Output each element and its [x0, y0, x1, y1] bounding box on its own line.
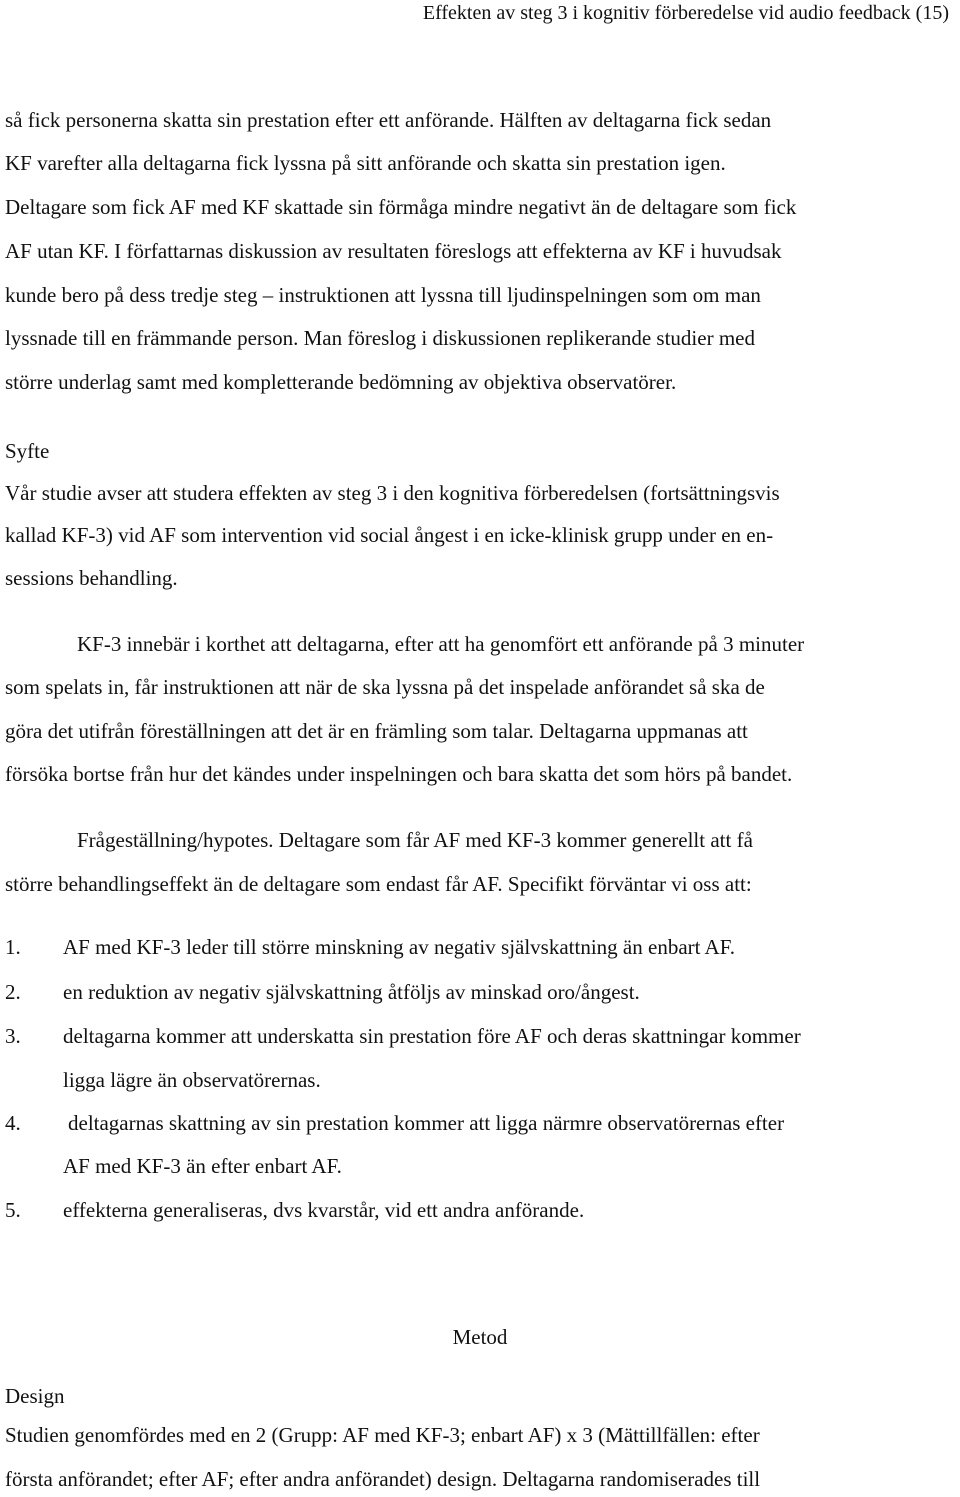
intro-line: kunde bero på dess tredje steg – instruktionen att lyssna till ljudinspelningen som om man [5, 283, 761, 307]
kf3-line: KF-3 innebär i korthet att deltagarna, efter att ha genomfört ett anförande på 3 minuter [77, 632, 805, 656]
list-item-text: deltagarnas skattning av sin prestation kommer att ligga närmre observatörernas efter [68, 1111, 785, 1135]
list-item-number: 2. [5, 980, 21, 1004]
design-line: Studien genomfördes med en 2 (Grupp: AF med KF-3; enbart AF) x 3 (Mättillfällen: efter [5, 1423, 760, 1447]
list-item-text: effekterna generaliseras, dvs kvarstår, vid ett andra anförande. [63, 1198, 585, 1222]
intro-line: större underlag samt med kompletterande bedömning av objektiva observatörer. [5, 370, 677, 394]
kf3-line: göra det utifrån föreställningen att det är en främling som talar. Deltagarna uppmanas att [5, 719, 748, 743]
syfte-line: sessions behandling. [5, 566, 178, 590]
list-item-number: 4. [5, 1111, 21, 1135]
kf3-line: försöka bortse från hur det kändes under inspelningen och bara skatta det som hörs på bandet. [5, 762, 793, 786]
list-item-text: deltagarna kommer att underskatta sin prestation före AF och deras skattningar kommer [63, 1024, 801, 1048]
list-item-number: 3. [5, 1024, 21, 1048]
list-item-text: ligga lägre än observatörernas. [63, 1068, 321, 1092]
hypotes-line: Frågeställning/hypotes. Deltagare som får AF med KF-3 kommer generellt att få [77, 828, 753, 852]
syfte-line: kallad KF-3) vid AF som intervention vid social ångest i en icke-klinisk grupp under en en- [5, 523, 774, 547]
list-item-text: AF med KF-3 än efter enbart AF. [63, 1154, 342, 1178]
list-item-text: en reduktion av negativ självskattning åtföljs av minskad oro/ångest. [63, 980, 640, 1004]
intro-line: KF varefter alla deltagarna fick lyssna på sitt anförande och skatta sin prestation igen. [5, 151, 726, 175]
section-heading-syfte: Syfte [5, 439, 50, 463]
hypotes-line: större behandlingseffekt än de deltagare som endast får AF. Specifikt förväntar vi oss att: [5, 872, 752, 896]
design-line: första anförandet; efter AF; efter andra anförandet) design. Deltagarna randomiserades till [5, 1467, 761, 1491]
intro-line: AF utan KF. I författarnas diskussion av resultaten föreslogs att effekterna av KF i huvudsak [5, 239, 782, 263]
list-item-number: 5. [5, 1198, 21, 1222]
list-item-text: AF med KF-3 leder till större minskning av negativ självskattning än enbart AF. [63, 935, 735, 959]
intro-line: så fick personerna skatta sin prestation efter ett anförande. Hälften av deltagarna fick sedan [5, 108, 772, 132]
running-head: Effekten av steg 3 i kognitiv förberedelse vid audio feedback (15) [422, 2, 949, 24]
intro-line: Deltagare som fick AF med KF skattade sin förmåga mindre negativt än de deltagare som fick [5, 195, 797, 219]
syfte-line: Vår studie avser att studera effekten av steg 3 i den kognitiva förberedelsen (fortsättningsvis [5, 481, 780, 505]
section-heading-design: Design [5, 1384, 65, 1408]
intro-line: lyssnade till en främmande person. Man föreslog i diskussionen replikerande studier med [5, 326, 755, 350]
list-item-number: 1. [5, 935, 21, 959]
kf3-line: som spelats in, får instruktionen att när de ska lyssna på det inspelade anförandet så ska de [5, 675, 765, 699]
section-heading-metod: Metod [452, 1325, 508, 1349]
